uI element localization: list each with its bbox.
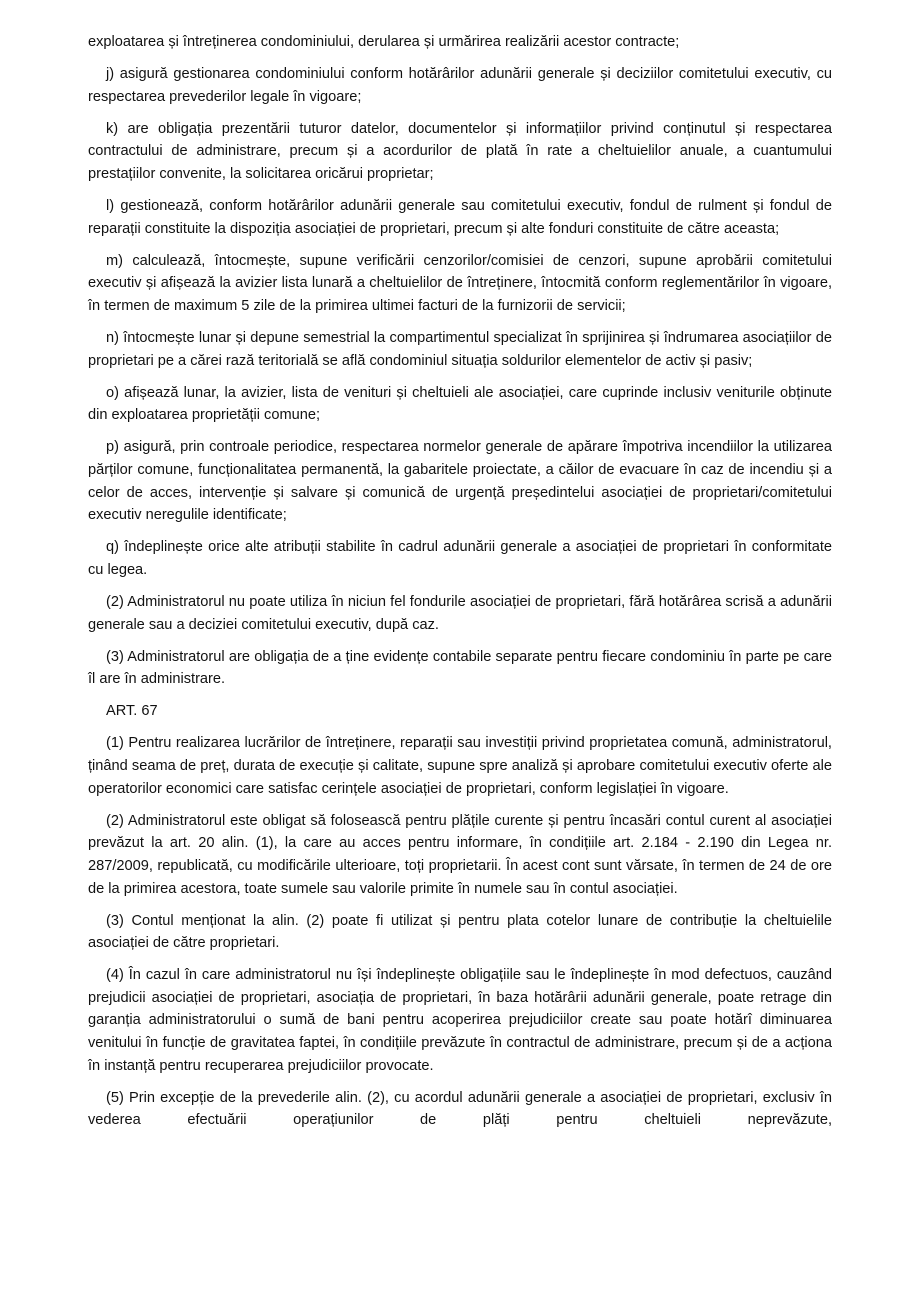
paragraph-p: p) asigură, prin controale periodice, respectarea normelor generale de apărare împotriva incendiilor la utilizarea părților comune, funcționalitatea permanentă, la gabaritele proiectate, a căilor de evacuare în caz de incendiu și a celor de acces, intervenție și salvare și comunică de urgență președintelui asociației de proprietari/comitetului executiv neregulile identificate; (88, 439, 832, 524)
paragraph-q: q) îndeplinește orice alte atribuții stabilite în cadrul adunării generale a asociației de proprietari în conformitate cu legea. (88, 539, 832, 578)
paragraph-o: o) afișează lunar, la avizier, lista de venituri și cheltuieli ale asociației, care cuprinde inclusiv veniturile obținute din exploatarea proprietății comune; (88, 384, 832, 424)
paragraph-67-2: (2) Administratorul este obligat să folosească pentru plățile curente și pentru încasări contul curent al asociației prevăzut la art. 20 alin. (1), la care au acces pentru informare, în condițiile art. 2.184 - 2.190 din Legea nr. 287/2009, republicată, cu modificările ulterioare, toți proprietarii. În acest cont sunt vărsate, în termen de 24 de ore de la primirea acestora, toate sumele sau valorile primite în numele sau în contul asociației. (88, 812, 832, 897)
document-page (88, 31, 832, 1141)
paragraph-k: k) are obligația prezentării tuturor datelor, documentelor și informațiilor privind conținutul și respectarea contractului de administrare, precum și a acordurilor de plată în rate a cheltuielilor anuale, a cuantumului prestațiilor convenite, la solicitarea oricărui proprietar; (88, 120, 832, 182)
paragraph-67-3: (3) Contul menționat la alin. (2) poate fi utilizat și pentru plata cotelor lunare de contribuție la cheltuielile asociației de către proprietari. (88, 912, 832, 952)
paragraph-continuation: exploatarea și întreținerea condominiului, derularea și urmărirea realizării acestor contracte; (88, 34, 680, 50)
paragraph-67-1: (1) Pentru realizarea lucrărilor de întreținere, reparații sau investiții privind proprietatea comună, administratorul, ținând seama de preț, durata de execuție și calitate, supune spre analiză și aprobare comitetului executiv oferte ale operatorilor economici care satisfac cerințele asociației de proprietari, conform legislației în vigoare. (88, 735, 832, 797)
paragraph-66-2: (2) Administratorul nu poate utiliza în niciun fel fondurile asociației de proprietari, fără hotărârea scrisă a adunării generale sau a deciziei comitetului executiv, după caz. (88, 593, 832, 633)
paragraph-67-4: (4) În cazul în care administratorul nu își îndeplinește obligațiile sau le îndeplinește în mod defectuos, cauzând prejudicii asociației de proprietari, asociația de proprietari, în baza hotărârii adunării generale, poate retrage din garanția administratorului o sumă de bani pentru acoperirea prejudiciilor create sau poate hotărî diminuarea venitului în funcție de gravitatea faptei, în condițiile prevăzute în contractul de administrare, precum și de a acționa în instanță pentru recuperarea prejudiciilor provocate. (88, 967, 832, 1074)
paragraph-j: j) asigură gestionarea condominiului conform hotărârilor adunării generale și deciziilor comitetului executiv, cu respectarea prevederilor legale în vigoare; (88, 66, 832, 105)
article-heading: ART. 67 (106, 703, 158, 720)
paragraph-67-5: (5) Prin excepție de la prevederile alin. (2), cu acordul adunării generale a asociației de proprietari, exclusiv în vederea efectuării operațiunilor de plăți pentru cheltuieli neprevăzute, (88, 1089, 832, 1129)
paragraph-m: m) calculează, întocmește, supune verificării cenzorilor/comisiei de cenzori, supune aprobării comitetului executiv și afișează la avizier lista lunară a cheltuielilor de întreținere, întocmită conform reglementărilor în vigoare, în termen de maximum 5 zile de la primirea ultimei facturi de la furnizorii de servicii; (88, 252, 832, 314)
paragraph-l: l) gestionează, conform hotărârilor adunării generale sau comitetului executiv, fondul de rulment și fondul de reparații constituite la dispoziția asociației de proprietari, precum și alte fonduri constituite de către aceasta; (88, 198, 832, 237)
paragraph-66-3: (3) Administratorul are obligația de a ține evidențe contabile separate pentru fiecare condominiu în parte pe care îl are în administrare. (88, 648, 832, 688)
paragraph-n: n) întocmește lunar și depune semestrial la compartimentul specializat în sprijinirea și îndrumarea asociațiilor de proprietari pe a cărei rază teritorială se află condominiul situația soldurilor elementelor de activ și pasiv; (88, 330, 832, 369)
